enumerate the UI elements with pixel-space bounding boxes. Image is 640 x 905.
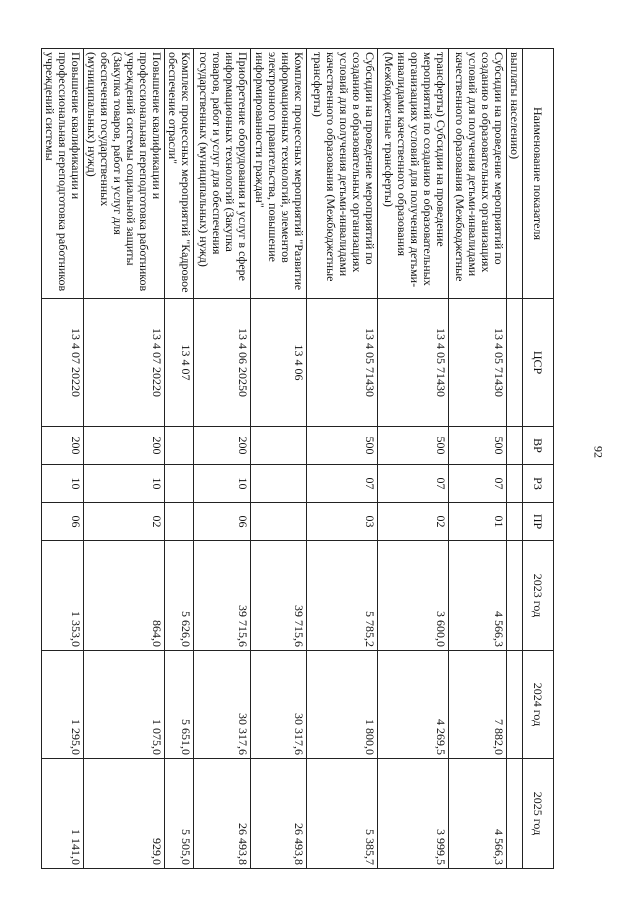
cell-2023: 5 785,2: [307, 541, 378, 651]
cell-2023: [507, 541, 523, 651]
cell-2023: 5 626,0: [165, 541, 194, 651]
cell-2025: 4 566,3: [449, 759, 507, 869]
cell-rz: 07: [449, 465, 507, 503]
header-2024: 2024 год: [523, 651, 554, 759]
cell-vr: 500: [307, 427, 378, 465]
cell-2023: 39 715,6: [194, 541, 251, 651]
table-row: [84, 49, 165, 869]
cell-name: Повышение квалификации и профессиональная переподготовка работников учреждений системы социальной защиты (Закупка товаров, работ и услуг для обеспечения государственных (муниципальных) нужд): [84, 49, 165, 299]
cell-2024: 1 800,0: [307, 651, 378, 759]
cell-2024: 7 882,0: [449, 651, 507, 759]
cell-2024: [507, 651, 523, 759]
cell-rz: 10: [194, 465, 251, 503]
cell-csr: 13 4 07: [165, 299, 194, 427]
cell-name: Повышение квалификации и профессиональная переподготовка работников учреждений системы: [42, 49, 84, 299]
cell-2024: 1 295,0: [42, 651, 84, 759]
cell-2025: 5 385,7: [307, 759, 378, 869]
header-rz: РЗ: [523, 465, 554, 503]
cell-2025: 26 493,8: [251, 759, 307, 869]
table-row: [251, 49, 307, 869]
cell-pr: 06: [42, 503, 84, 541]
cell-2024: 30 317,6: [251, 651, 307, 759]
table-row: [307, 49, 378, 869]
cell-csr: 13 4 05 71430: [378, 299, 449, 427]
cell-rz: 07: [378, 465, 449, 503]
cell-2023: 3 600,0: [378, 541, 449, 651]
table-row: [165, 49, 194, 869]
cell-csr: 13 4 06: [251, 299, 307, 427]
header-2023: 2023 год: [523, 541, 554, 651]
budget-table: [41, 48, 554, 869]
cell-name: трансферты) Субсидии на проведение мероприятий по созданию в образовательных организациях условий для получения детьми-инвалидами качественного образования (Межбюджетные трансферты): [378, 49, 449, 299]
cell-2023: 39 715,6: [251, 541, 307, 651]
cell-2024: 1 075,0: [84, 651, 165, 759]
cell-csr: [507, 299, 523, 427]
cell-2024: 30 317,6: [194, 651, 251, 759]
cell-2024: 4 269,5: [378, 651, 449, 759]
table-row: [194, 49, 251, 869]
cell-rz: [251, 465, 307, 503]
header-vr: ВР: [523, 427, 554, 465]
cell-name: Субсидии на проведение мероприятий по созданию в образовательных организациях условий для получения детьми-инвалидами качественного образования (Межбюджетные трансферты): [307, 49, 378, 299]
cell-2025: 929,0: [84, 759, 165, 869]
table-row: [449, 49, 507, 869]
cell-pr: 03: [307, 503, 378, 541]
cell-rz: [165, 465, 194, 503]
cell-rz: 07: [307, 465, 378, 503]
header-2025: 2025 год: [523, 759, 554, 869]
cell-rz: [507, 465, 523, 503]
cell-2025: 3 999,5: [378, 759, 449, 869]
cell-csr: 13 4 05 71430: [449, 299, 507, 427]
table-row: [378, 49, 449, 869]
cell-vr: [165, 427, 194, 465]
cell-name: Приобретение оборудования и услуг в сфере информационных технологий (Закупка товаров, работ и услуг для обеспечения государственных (муниципальных) нужд): [194, 49, 251, 299]
cell-2025: 26 493,8: [194, 759, 251, 869]
header-csr: ЦСР: [523, 299, 554, 427]
cell-vr: [507, 427, 523, 465]
cell-csr: 13 4 07 20220: [42, 299, 84, 427]
cell-pr: 02: [84, 503, 165, 541]
cell-csr: 13 4 06 20250: [194, 299, 251, 427]
cell-pr: 02: [378, 503, 449, 541]
cell-pr: [251, 503, 307, 541]
cell-csr: 13 4 07 20220: [84, 299, 165, 427]
cell-2023: 864,0: [84, 541, 165, 651]
table-row: [42, 49, 84, 869]
table-header-row: [523, 49, 554, 869]
cell-pr: [507, 503, 523, 541]
cell-2023: 4 566,3: [449, 541, 507, 651]
cell-pr: [165, 503, 194, 541]
cell-csr: 13 4 05 71430: [307, 299, 378, 427]
header-pr: ПР: [523, 503, 554, 541]
cell-2025: [507, 759, 523, 869]
cell-name: Субсидии на проведение мероприятий по созданию в образовательных организациях условий для получения детьми-инвалидами качественного образования (Межбюджетные: [449, 49, 507, 299]
page-number: 92: [591, 446, 606, 458]
cell-pr: 01: [449, 503, 507, 541]
cell-vr: 200: [42, 427, 84, 465]
cell-rz: 10: [42, 465, 84, 503]
table-row: [507, 49, 523, 869]
cell-vr: 500: [378, 427, 449, 465]
cell-name: выплаты населению): [507, 49, 523, 299]
cell-vr: 200: [194, 427, 251, 465]
cell-vr: [251, 427, 307, 465]
cell-pr: 06: [194, 503, 251, 541]
cell-2024: 5 651,0: [165, 651, 194, 759]
cell-rz: 10: [84, 465, 165, 503]
cell-name: Комплекс процессных мероприятий "Развитие информационных технологий, элементов электронного правительства, повышение информированности граждан": [251, 49, 307, 299]
cell-vr: 500: [449, 427, 507, 465]
header-name: Наименование показателя: [523, 49, 554, 299]
cell-2025: 5 505,0: [165, 759, 194, 869]
cell-2025: 1 141,0: [42, 759, 84, 869]
rotated-table-container: [26, 48, 554, 868]
cell-2023: 1 353,0: [42, 541, 84, 651]
cell-name: Комплекс процессных мероприятий "Кадровое обеспечение отрасли": [165, 49, 194, 299]
cell-vr: 200: [84, 427, 165, 465]
